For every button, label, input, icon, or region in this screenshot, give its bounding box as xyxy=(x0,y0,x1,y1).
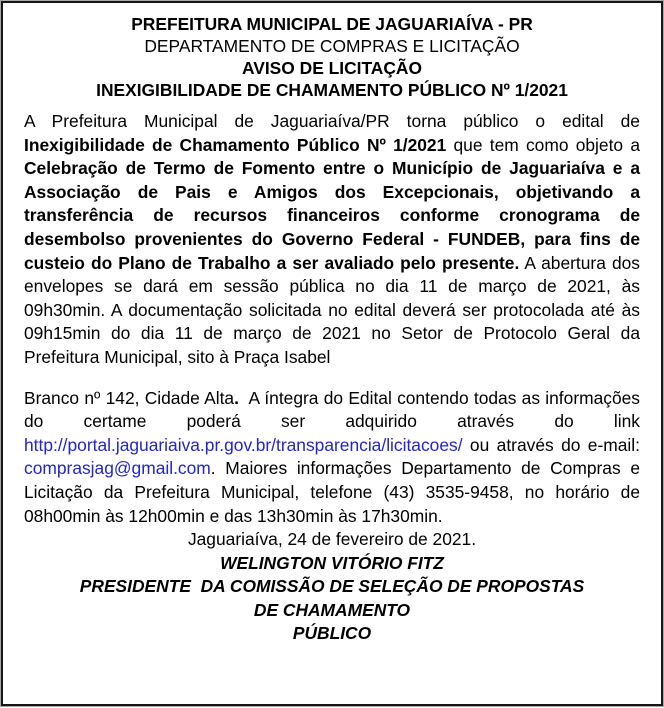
header-line-process-number: INEXIGIBILIDADE DE CHAMAMENTO PÚBLICO Nº 1/2021 xyxy=(96,80,568,100)
date-line xyxy=(24,528,640,552)
body-paragraph-1 xyxy=(24,110,645,370)
text-segment: WELINGTON VITÓRIO FITZ xyxy=(220,552,444,573)
header-line-notice-type: AVISO DE LICITAÇÃO xyxy=(241,58,423,78)
text-segment: PRESIDENTE DA COMISSÃO DE SELEÇÃO DE PROPOSTAS xyxy=(79,576,585,597)
notice-body xyxy=(24,110,645,646)
text-segment: A Prefeitura Municipal de Jaguariaíva/PR torna público o edital de xyxy=(24,111,645,131)
text-segment: DE CHAMAMENTO xyxy=(253,599,411,620)
header-line-department: DEPARTAMENTO DE COMPRAS E LICITAÇÃO xyxy=(144,36,520,56)
body-paragraph-2 xyxy=(24,387,645,529)
notice-header xyxy=(24,13,640,101)
text-segment: A íntegra do Edital contendo todas as informações do certame poderá ser adquirido através do link xyxy=(24,387,645,432)
signatory-title-line-3 xyxy=(24,622,640,646)
signatory-name xyxy=(24,552,640,576)
signatory-title-line-2 xyxy=(24,599,640,623)
text-segment: PÚBLICO xyxy=(292,623,372,644)
text-segment: que tem como objeto a xyxy=(446,134,645,155)
portal-transparencia-link[interactable]: http://portal.jaguariaiva.pr.gov.br/transparencia/licitacoes/ xyxy=(24,434,463,455)
signatory-title-line-1 xyxy=(24,575,640,599)
text-segment: Inexigibilidade de Chamamento Público Nº 1/2021 xyxy=(24,134,447,155)
email-link[interactable]: comprasjag@gmail.com xyxy=(24,458,211,479)
text-segment: . xyxy=(234,387,239,408)
header-line-entity: PREFEITURA MUNICIPAL DE JAGUARIAÍVA - PR xyxy=(131,14,533,34)
text-segment: Branco nº 142, Cidade Alta xyxy=(24,387,235,408)
notice-page xyxy=(1,1,663,706)
text-segment: A abertura dos envelopes se dará em sessão pública no dia 11 de março de 2021, às 09h30min. A documentação solicitada no edital deverá ser protocolada até às 09h15min do dia 11 de março de 2021 no Setor de Protocolo Geral da Prefeitura Municipal, sito à Praça Isabel xyxy=(24,252,645,367)
text-segment: Celebração de Termo de Fomento entre o Município de Jaguariaíva e a Associação de Pais e Amigos dos Excepcionais, objetivando a transferência de recursos financeiros conforme cronograma de desembolso provenientes do Governo Federal - FUNDEB, para fins de custeio do Plano de Trabalho a ser avaliado pelo presente. xyxy=(24,158,645,273)
text-segment: . Maiores informações Departamento de Compras e Licitação da Prefeitura Municipal, telefone (43) 3535-9458, no horário de 08h00min às 12h00min e das 13h30min às 17h30min. xyxy=(24,458,645,526)
text-segment: Jaguariaíva, 24 de fevereiro de 2021. xyxy=(187,529,477,550)
text-segment: ou através do e-mail: xyxy=(462,434,645,455)
